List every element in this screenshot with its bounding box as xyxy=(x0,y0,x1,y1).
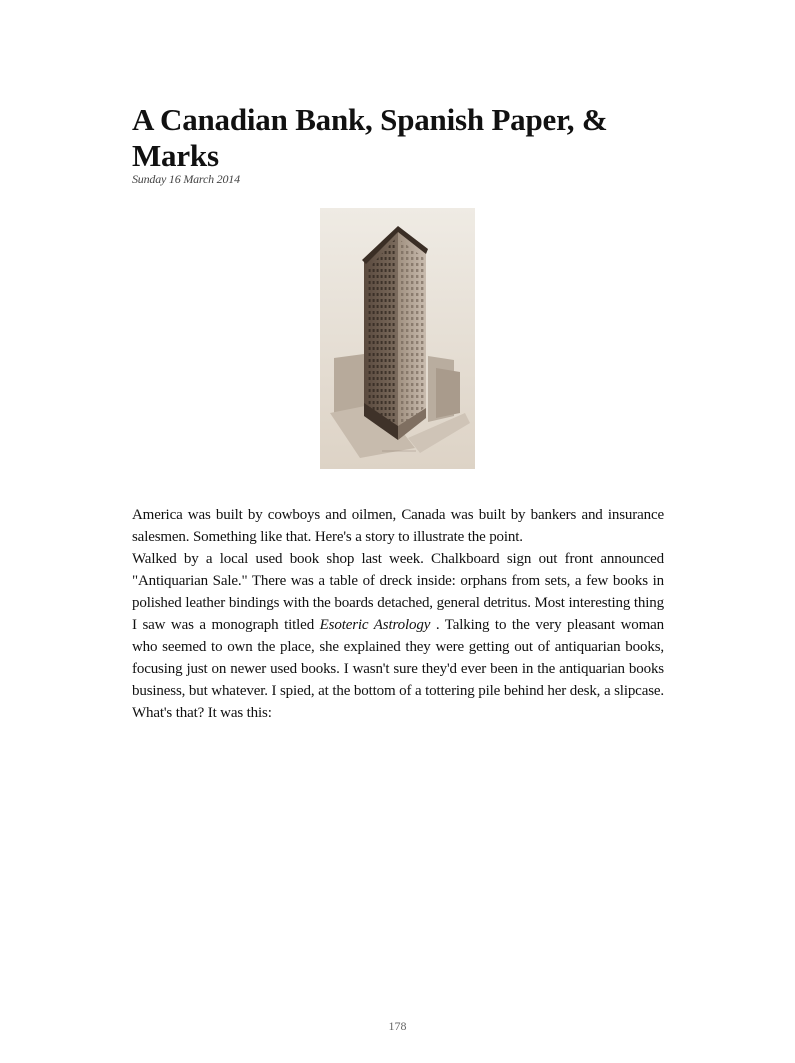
paragraph-bookshop xyxy=(132,548,664,724)
paragraph-bookshop-text-end: . Talking to the very pleasant woman who seemed to own the place, she explained they were getting out of antiquarian books, focusing just on newer used books. I wasn't sure they'd ever been in the antiquarian books business, but whatever. I spied, at the bottom of a tottering pile behind her desk, a slipcase. What's that? It was this: xyxy=(132,617,665,721)
paragraph-intro: America was built by cowboys and oilmen, Canada was built by bankers and insurance salesmen. Something like that. Here's a story to illustrate the point. xyxy=(132,507,664,545)
book-title-esoteric-astrology: Esoteric Astrology xyxy=(319,617,431,633)
bank-building-photo xyxy=(320,208,475,469)
page-number: 178 xyxy=(388,1019,407,1033)
article-body xyxy=(132,504,664,724)
paragraph-bookshop-text-start: Walked by a local used book shop last week. Chalkboard sign out front announced "Antiquarian Sale." There was a table of dreck inside: orphans from sets, a few books in polished leather bindings with the boards detached, general detritus. Most interesting thing I saw was a monograph titled xyxy=(132,551,664,633)
bank-tower-photograph-icon xyxy=(320,208,475,469)
article-title: A Canadian Bank, Spanish Paper, & Marks xyxy=(132,102,608,173)
article-date: Sunday 16 March 2014 xyxy=(132,172,240,186)
